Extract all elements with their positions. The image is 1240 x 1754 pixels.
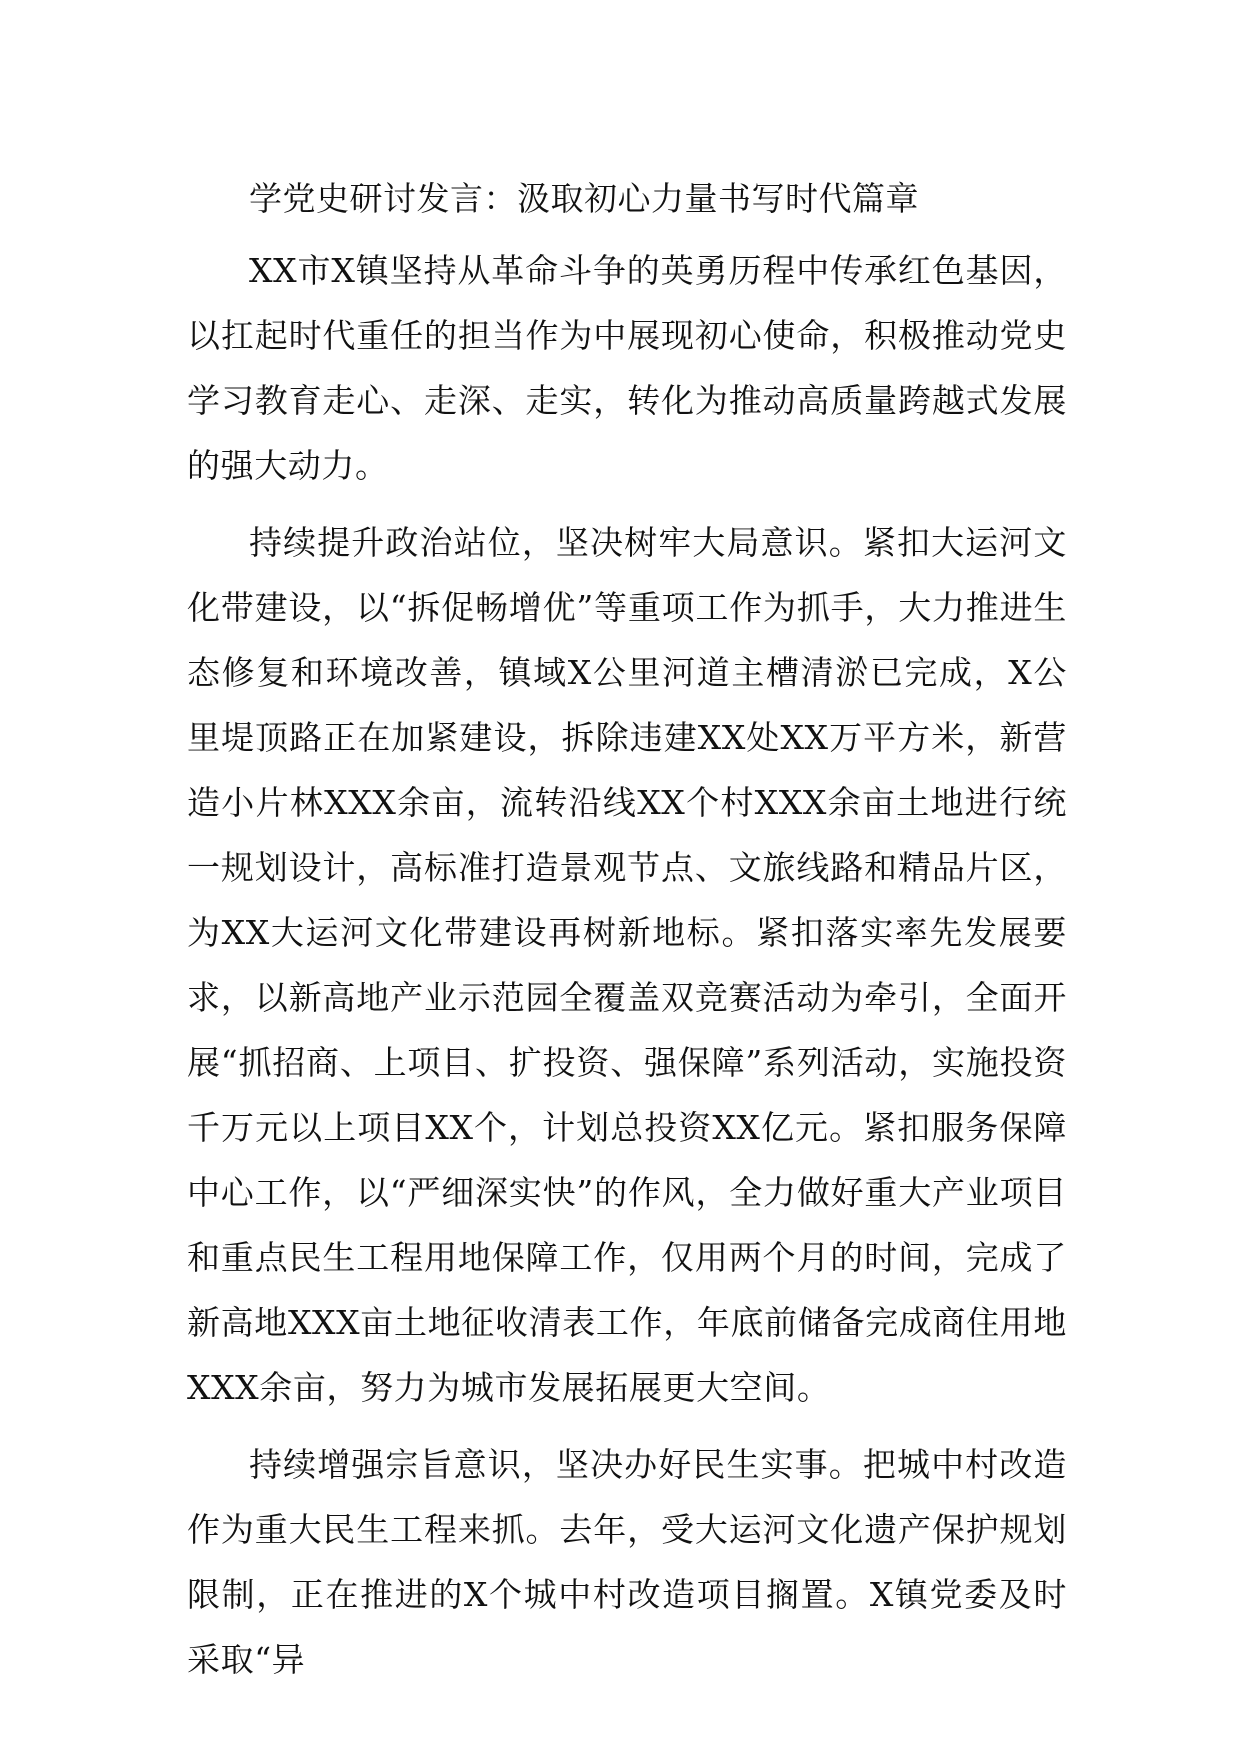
document-body <box>187 166 1067 1692</box>
paragraph-livelihood: 持续增强宗旨意识，坚决办好民生实事。把城中村改造作为重大民生工程来抓。去年，受大运河文化遗产保护规划限制，正在推进的X个城中村改造项目搁置。X镇党委及时采取“异 <box>187 1445 1067 1679</box>
paragraph-political-stance: 持续提升政治站位，坚决树牢大局意识。紧扣大运河文化带建设，以“拆促畅增优”等重项工作为抓手，大力推进生态修复和环境改善，镇域X公里河道主槽清淤已完成，X公里堤顶路正在加紧建设，拆除违建XX处XX万平方米，新营造小片林XXX余亩，流转沿线XX个村XXX余亩土地进行统一规划设计，高标准打造景观节点、文旅线路和精品片区，为XX大运河文化带建设再树新地标。紧扣落实率先发展要求，以新高地产业示范园全覆盖双竞赛活动为牵引，全面开展“抓招商、上项目、扩投资、强保障”系列活动，实施投资千万元以上项目XX个，计划总投资XX亿元。紧扣服务保障中心工作，以“严细深实快”的作风，全力做好重大产业项目和重点民生工程用地保障工作，仅用两个月的时间，完成了新高地XXX亩土地征收清表工作，年底前储备完成商住用地XXX余亩，努力为城市发展拓展更大空间。 <box>187 523 1067 1407</box>
paragraph-intro: XX市X镇坚持从革命斗争的英勇历程中传承红色基因，以扛起时代重任的担当作为中展现初心使命，积极推动党史学习教育走心、走深、走实，转化为推动高质量跨越式发展的强大动力。 <box>187 251 1067 485</box>
document-title: 学党史研讨发言：汲取初心力量书写时代篇章 <box>249 179 919 218</box>
